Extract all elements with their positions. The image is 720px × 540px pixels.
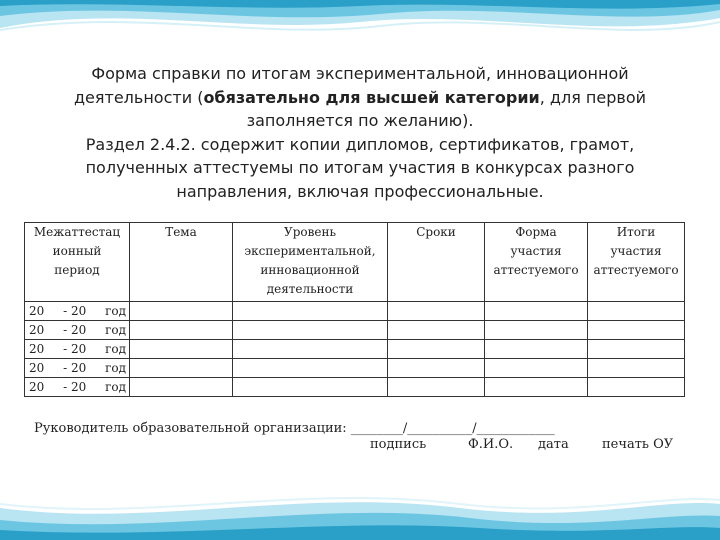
results-cell[interactable]	[588, 359, 685, 378]
heading-line-2-end: , для первой	[539, 87, 646, 107]
header-level-line: инновационной	[260, 263, 360, 277]
header-topic-line: Тема	[165, 225, 197, 239]
heading-line-5: полученных аттестуемы по итогам участия в конкурсах разного	[85, 158, 635, 177]
signature-block	[34, 421, 694, 457]
table-row	[25, 321, 685, 340]
topic-cell[interactable]	[130, 359, 233, 378]
caption-date: дата	[538, 437, 569, 452]
heading-line-2	[40, 86, 680, 110]
caption-signature: подпись	[370, 437, 427, 452]
header-period-line: период	[54, 263, 100, 277]
period-end: - 20	[63, 323, 87, 337]
header-results-line: Итоги	[616, 225, 656, 239]
period-cell	[25, 321, 130, 340]
form-cell[interactable]	[485, 340, 588, 359]
top-wave-decoration	[0, 0, 720, 70]
results-cell[interactable]	[588, 340, 685, 359]
period-start: 20	[29, 361, 45, 375]
period-start: 20	[29, 342, 45, 356]
header-period-line: ионный	[52, 244, 102, 258]
caption-name: Ф.И.О.	[468, 437, 514, 452]
header-period	[25, 223, 130, 302]
signature-captions	[34, 437, 694, 457]
period-start: 20	[29, 304, 45, 318]
topic-cell[interactable]	[130, 321, 233, 340]
header-form-line: аттестуемого	[493, 263, 579, 277]
form-cell[interactable]	[485, 321, 588, 340]
level-cell[interactable]	[233, 340, 388, 359]
period-unit: год	[105, 342, 126, 356]
period-start: 20	[29, 380, 45, 394]
dates-cell[interactable]	[388, 378, 485, 397]
period-cell	[25, 340, 130, 359]
heading-line-4: Раздел 2.4.2. содержит копии дипломов, сертификатов, грамот,	[85, 134, 635, 154]
period-unit: год	[105, 361, 126, 375]
period-end: - 20	[63, 380, 87, 394]
caption-stamp: печать ОУ	[602, 437, 674, 452]
heading-line-2-bold: обязательно для высшей категории	[203, 87, 540, 107]
header-level-line: экспериментальной,	[244, 244, 376, 258]
header-dates-line: Сроки	[416, 225, 456, 239]
heading-line-3: заполняется по желанию).	[246, 111, 474, 130]
period-unit: год	[105, 323, 126, 337]
period-end: - 20	[63, 342, 87, 356]
heading-line-1: Форма справки по итогам экспериментальной, инновационной	[91, 64, 629, 83]
header-results-line: аттестуемого	[593, 263, 679, 277]
topic-cell[interactable]	[130, 378, 233, 397]
header-results-line: участия	[610, 244, 662, 258]
period-unit: год	[105, 304, 126, 318]
level-cell[interactable]	[233, 359, 388, 378]
results-cell[interactable]	[588, 302, 685, 321]
period-cell	[25, 359, 130, 378]
form-cell[interactable]	[485, 378, 588, 397]
level-cell[interactable]	[233, 302, 388, 321]
period-end: - 20	[63, 304, 87, 318]
period-unit: год	[105, 380, 126, 394]
results-cell[interactable]	[588, 321, 685, 340]
header-participation-form	[485, 223, 588, 302]
level-cell[interactable]	[233, 321, 388, 340]
dates-cell[interactable]	[388, 359, 485, 378]
period-start: 20	[29, 323, 45, 337]
heading-line-2-start: деятельности (	[73, 87, 204, 107]
form-cell[interactable]	[485, 302, 588, 321]
topic-cell[interactable]	[130, 302, 233, 321]
header-level-line: деятельности	[266, 282, 354, 296]
director-signature-line: Руководитель образовательной организации: ________/__________/____________	[34, 421, 555, 436]
header-participation-results	[588, 223, 685, 302]
table-row	[25, 359, 685, 378]
level-cell[interactable]	[233, 378, 388, 397]
table-header-row	[25, 223, 685, 302]
header-topic	[130, 223, 233, 302]
heading-line-6: направления, включая профессиональные.	[176, 181, 544, 201]
report-table	[24, 222, 685, 397]
dates-cell[interactable]	[388, 321, 485, 340]
header-form-line: участия	[510, 244, 562, 258]
header-form-line: Форма	[515, 225, 557, 239]
period-cell	[25, 378, 130, 397]
results-cell[interactable]	[588, 378, 685, 397]
table-row	[25, 302, 685, 321]
topic-cell[interactable]	[130, 340, 233, 359]
table-row	[25, 340, 685, 359]
table-row	[25, 378, 685, 397]
period-end: - 20	[63, 361, 87, 375]
form-cell[interactable]	[485, 359, 588, 378]
header-level	[233, 223, 388, 302]
dates-cell[interactable]	[388, 340, 485, 359]
header-level-line: Уровень	[284, 225, 336, 239]
dates-cell[interactable]	[388, 302, 485, 321]
period-cell	[25, 302, 130, 321]
form-heading	[40, 62, 680, 203]
header-dates	[388, 223, 485, 302]
header-period-line: Межаттестац	[33, 225, 121, 239]
bottom-wave-decoration	[0, 478, 720, 540]
